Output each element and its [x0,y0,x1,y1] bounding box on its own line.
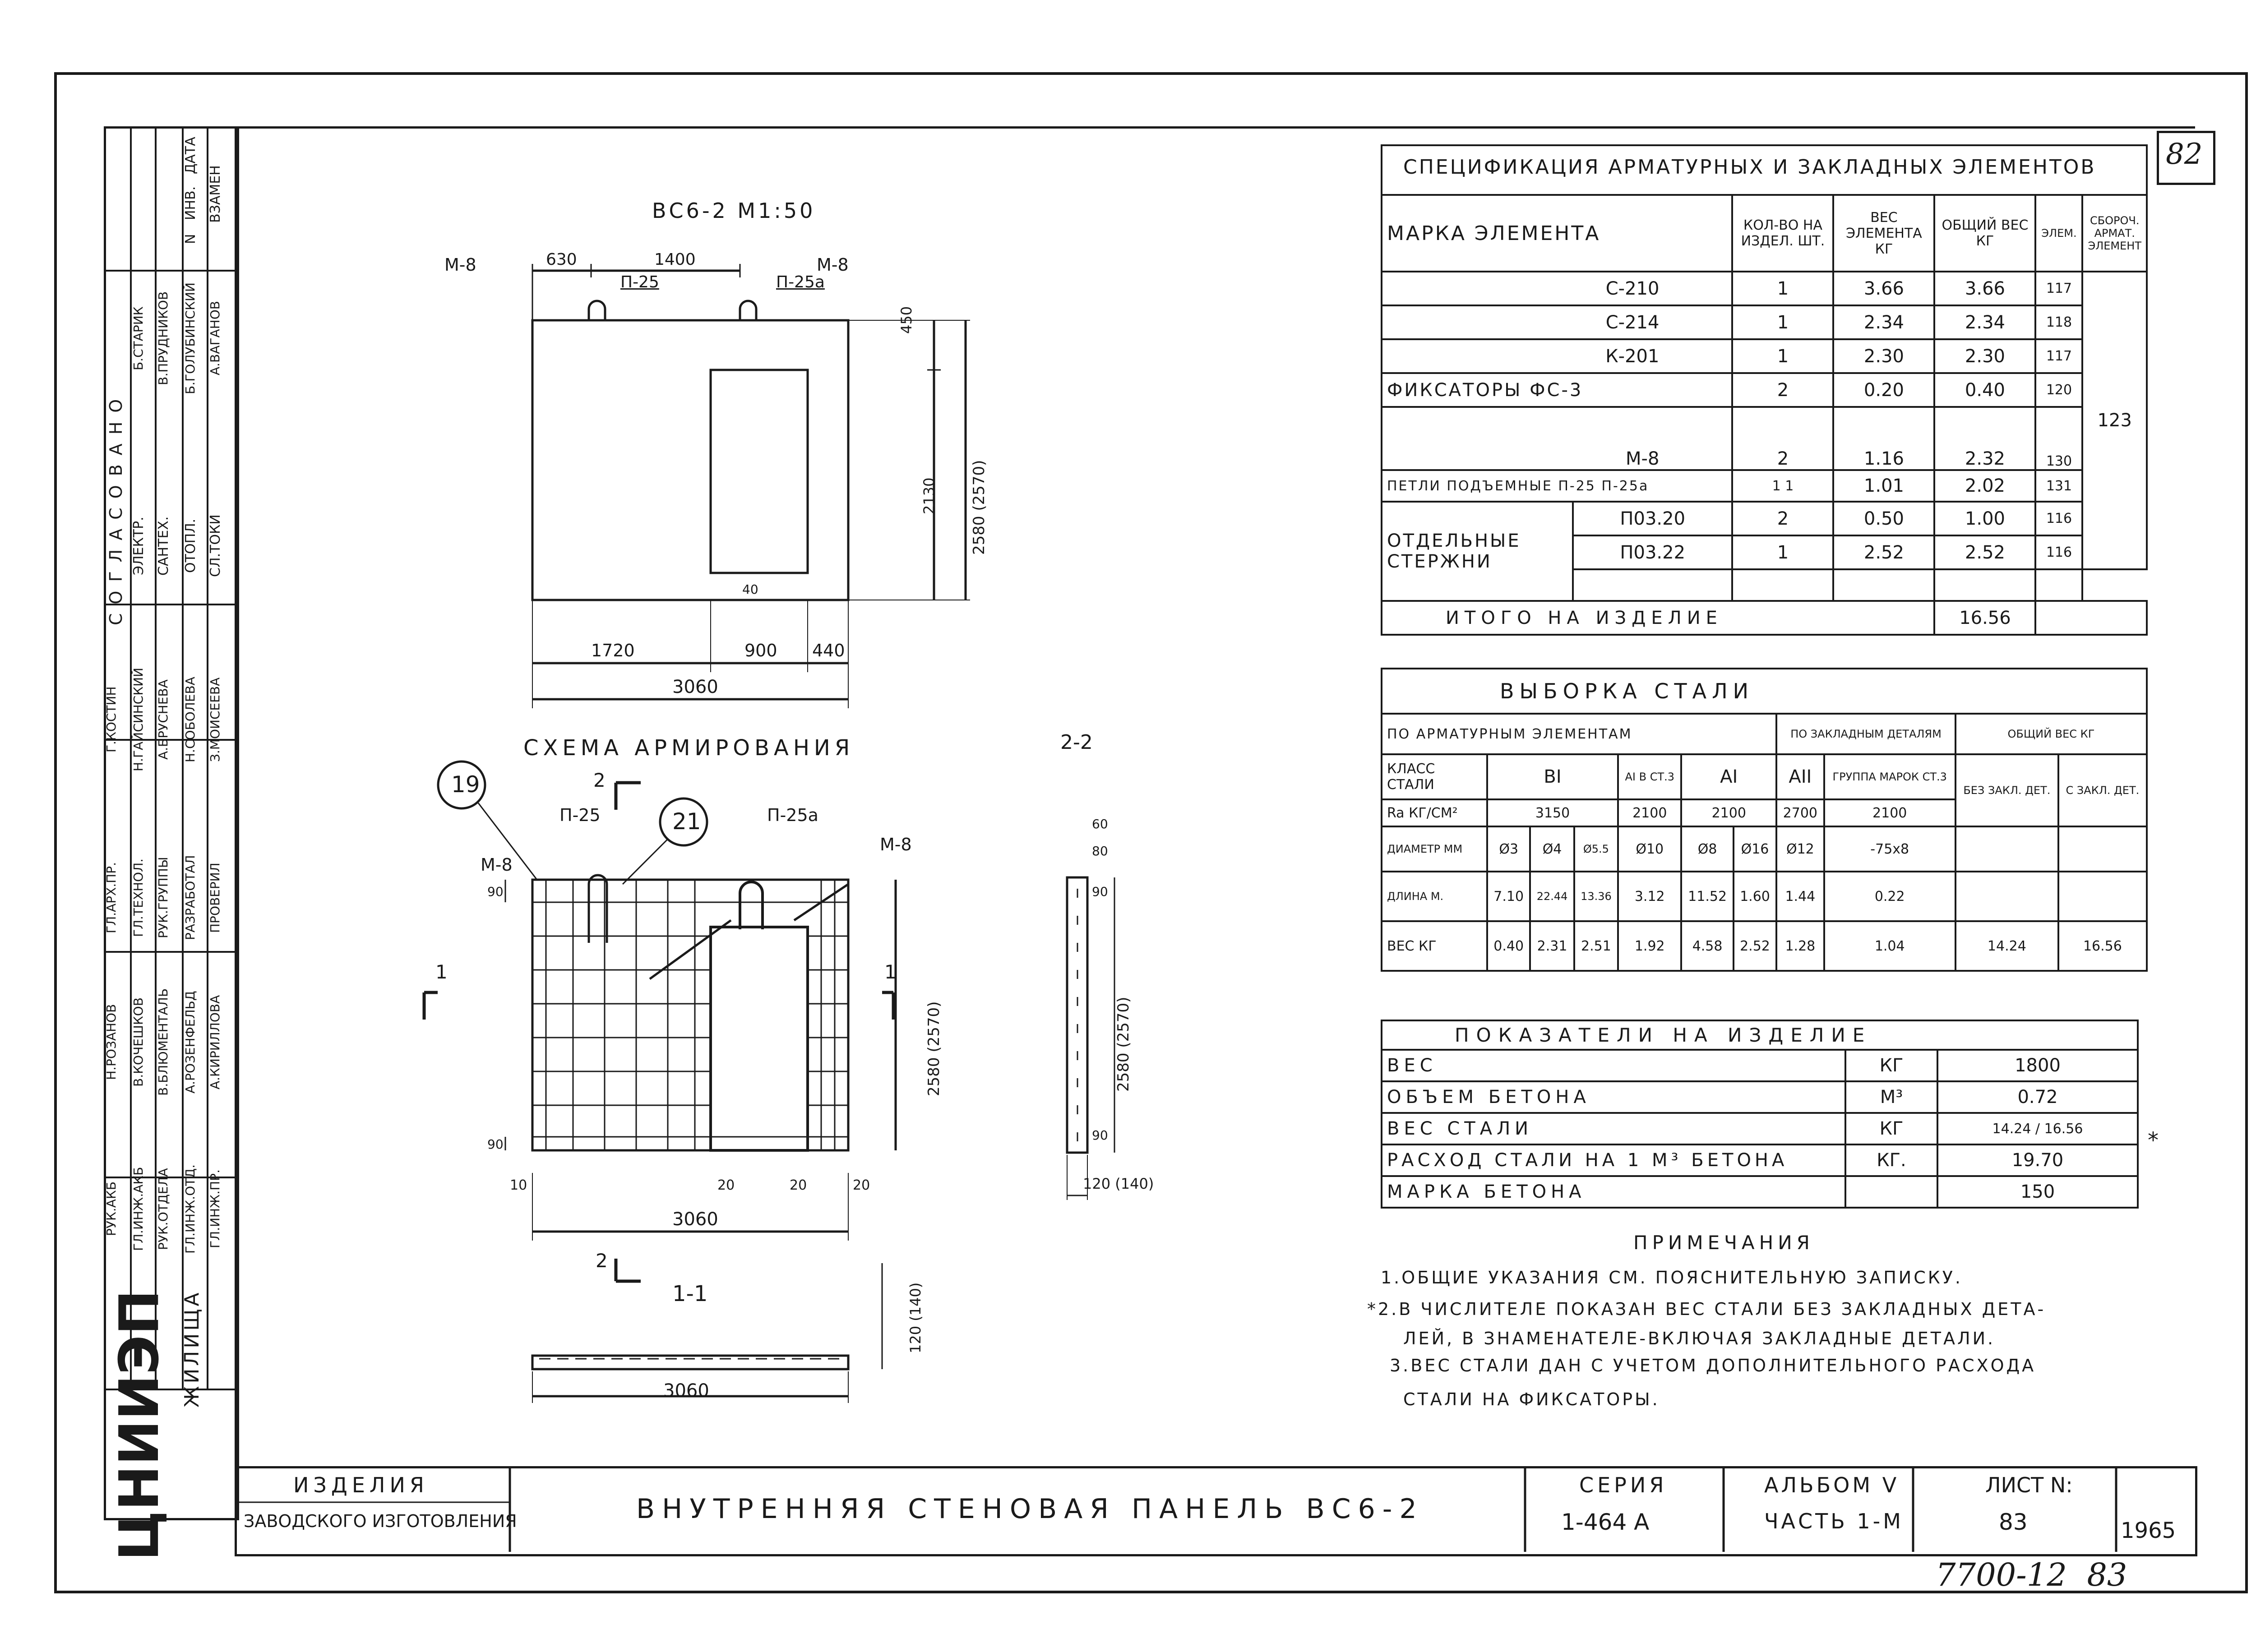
steel-with: С ЗАКЛ. ДЕТ. [2058,754,2147,826]
spec-mark-6: П03.20 [1573,502,1732,535]
dept-electr: ЭЛЕКТР. [131,517,147,575]
section-mark-1-left: 1 [435,961,448,983]
sheet-number: 82 [2166,138,2203,171]
ind-label-4: МАРКА БЕТОНА [1382,1176,1845,1208]
scheme-title: СХЕМА АРМИРОВАНИЯ [523,735,855,761]
tb-title: ВНУТРЕННЯЯ СТЕНОВАЯ ПАНЕЛЬ ВС6-2 [636,1493,1424,1525]
org-logo: ЦНИИЭП [108,1289,171,1561]
tb-handwritten: 7700-12 83 [1936,1556,2127,1593]
elev-dim-40: 40 [742,582,758,597]
steel-hdr-arm: ПО АРМАТУРНЫМ ЭЛЕМЕНТАМ [1382,714,1776,754]
spec-hdr-qty: КОЛ-ВО НА ИЗДЕЛ. ШТ. [1732,195,1833,272]
spec-total-3: 0.40 [1934,373,2035,407]
elev-dim-440: 440 [812,641,845,660]
section-22-dim-2580: 2580 (2570) [1114,997,1133,1092]
spec-table-title: СПЕЦИФИКАЦИЯ АРМАТУРНЫХ И ЗАКЛАДНЫХ ЭЛЕМЕНТОВ [1403,156,2096,179]
spec-hdr-assembly: СБОРОЧ. АРМАТ. ЭЛЕМЕНТ [2082,195,2147,272]
dept-otopl: ОТОПЛ. [183,518,199,573]
steel-weight-7: 1.04 [1824,921,1956,971]
name-blumental: В.БЛЮМЕНТАЛЬ [156,988,171,1096]
steel-ra-0: 3150 [1487,799,1618,826]
name-moiseeva: З.МОИСЕЕВА [208,677,222,762]
role-replace: ВЗАМЕН [208,165,223,223]
ind-unit-4 [1845,1176,1937,1208]
steel-diam-4: Ø8 [1681,826,1733,872]
section-mark-1-right: 1 [884,961,897,983]
indicators-asterisk: * [2148,1128,2159,1153]
name-vaganov: А.ВАГАНОВ [208,301,222,376]
spec-weight-5: 1.01 [1833,470,1934,502]
steel-length-label: ДЛИНА М. [1382,872,1487,921]
name-kocheshkov: В.КОЧЕШКОВ [131,997,146,1087]
steel-ra-3: 2700 [1776,799,1824,826]
notes-line-1: 1.ОБЩИЕ УКАЗАНИЯ СМ. ПОЯСНИТЕЛЬНУЮ ЗАПИСКУ. [1381,1268,1963,1287]
approval-heading: СОГЛАСОВАНО [106,390,126,625]
ind-label-0: ВЕС [1382,1050,1845,1081]
steel-weight-2: 2.51 [1574,921,1618,971]
steel-diam-2: Ø5.5 [1574,826,1618,872]
spec-qty-5: 1 1 [1732,470,1833,502]
elev-label-p25a: П-25а [776,273,825,291]
ind-unit-0: КГ [1845,1050,1937,1081]
spec-mark-1: С-214 [1382,305,1732,339]
spec-qty-2: 1 [1732,339,1833,373]
tb-sheet-label: ЛИСТ N: [1985,1473,2073,1497]
spec-weight-7: 2.52 [1833,535,1934,569]
spec-total-5: 2.02 [1934,470,2035,502]
spec-hdr-total: ОБЩИЙ ВЕС КГ [1934,195,2035,272]
section-22-dim-120: 120 (140) [1083,1175,1154,1192]
steel-ra-label: Ra КГ/СМ² [1382,799,1487,826]
spec-total-7: 2.52 [1934,535,2035,569]
tb-category-1: ИЗДЕЛИЯ [293,1473,429,1497]
steel-diam-7: -75х8 [1824,826,1956,872]
steel-class-b1: ВI [1487,754,1618,799]
section-11-dim-120: 120 (140) [907,1282,924,1353]
role-ruk-gruppy: РУК.ГРУППЫ [156,857,171,939]
steel-length-4: 11.52 [1681,872,1733,921]
name-brusneva: А.БРУСНЕВА [156,679,171,760]
elev-dim-900: 900 [744,641,777,660]
role-gl-arh: ГЛ.АРХ.ПР. [104,862,119,933]
spec-qty-0: 1 [1732,272,1833,305]
steel-weight-label: ВЕС КГ [1382,921,1487,971]
notes-title: ПРИМЕЧАНИЯ [1633,1232,1814,1254]
steel-table [1381,668,2148,972]
spec-weight-2: 2.30 [1833,339,1934,373]
ind-unit-1: М³ [1845,1081,1937,1113]
steel-total-with: 16.56 [2058,921,2147,971]
spec-qty-3: 2 [1732,373,1833,407]
tb-series-label: СЕРИЯ [1579,1473,1668,1497]
name-soboleva: Н.СОБОЛЕВА [183,677,198,762]
tb-year: 1965 [2121,1518,2176,1543]
name-kostin: Г.КОСТИН [104,686,119,753]
ind-value-2: 14.24 / 16.56 [1937,1113,2138,1144]
ind-label-1: ОБЪЕМ БЕТОНА [1382,1081,1845,1113]
steel-weight-4: 4.58 [1681,921,1733,971]
steel-length-6: 1.44 [1776,872,1824,921]
name-golubinsky: Б.ГОЛУБИНСКИЙ [183,282,198,394]
spec-mark-7: П03.22 [1573,535,1732,569]
tb-part: ЧАСТЬ 1-М [1764,1509,1904,1533]
org-sub: ЖИЛИЩА [180,1290,203,1407]
role-gl-inzh-otd: ГЛ.ИНЖ.ОТД. [183,1164,198,1254]
spec-mark-0: С-210 [1382,272,1732,305]
section-22-dim-90-bottom: 90 [1092,1128,1108,1143]
role-gl-inzh-akb: ГЛ.ИНЖ.АКБ [131,1167,146,1251]
spec-sheet-4: 130 [2035,407,2082,470]
dept-slabtok: СЛ.ТОКИ [208,514,223,577]
spec-hdr-weight: ВЕС ЭЛЕМЕНТА КГ [1833,195,1934,272]
notes-line-3: ЛЕЙ, В ЗНАМЕНАТЕЛЕ-ВКЛЮЧАЯ ЗАКЛАДНЫЕ ДЕТАЛИ. [1403,1329,1996,1348]
spec-mark-4: М-8 [1382,407,1732,470]
elev-dim-3060: 3060 [672,677,718,697]
scheme-dim-20c: 20 [853,1177,870,1193]
spec-assembly-sheet: 123 [2082,272,2147,569]
role-proveril: ПРОВЕРИЛ [208,863,222,933]
steel-diam-1: Ø4 [1530,826,1574,872]
scheme-dim-20b: 20 [790,1177,807,1193]
steel-ra-1: 2100 [1618,799,1681,826]
spec-total-6: 1.00 [1934,502,2035,535]
steel-ra-2: 2100 [1681,799,1776,826]
name-rozenfeld: А.РОЗЕНФЕЛЬД [183,991,198,1094]
spec-mark-5: ПЕТЛИ ПОДЪЕМНЫЕ П-25 П-25а [1382,470,1732,502]
spec-weight-6: 0.50 [1833,502,1934,535]
steel-hdr-total: ОБЩИЙ ВЕС КГ [1956,714,2147,754]
scheme-dim-90-bottom: 90 [487,1137,504,1152]
spec-total-2: 2.30 [1934,339,2035,373]
spec-total-label: ИТОГО НА ИЗДЕЛИЕ [1382,601,1934,635]
section-22-dim-90-top: 90 [1092,884,1108,899]
spec-hdr-mark: МАРКА ЭЛЕМЕНТА [1382,195,1732,272]
spec-sheet-6: 116 [2035,502,2082,535]
spec-total-0: 3.66 [1934,272,2035,305]
elev-dim-2580: 2580 (2570) [970,460,988,555]
elev-dim-1720: 1720 [591,641,635,660]
spec-weight-0: 3.66 [1833,272,1934,305]
scheme-dim-10: 10 [510,1177,527,1193]
dept-santech: САНТЕХ. [156,516,171,576]
spec-qty-4: 2 [1732,407,1833,470]
steel-length-2: 13.36 [1574,872,1618,921]
ind-label-2: ВЕС СТАЛИ [1382,1113,1845,1144]
role-gl-inzh-pr: ГЛ.ИНЖ.ПР. [208,1169,222,1249]
spec-sheet-5: 131 [2035,470,2082,502]
spec-table [1381,144,2148,636]
name-starik: Б.СТАРИК [131,306,146,370]
elev-label-p25: П-25 [620,273,659,291]
ind-unit-2: КГ [1845,1113,1937,1144]
spec-total-1: 2.34 [1934,305,2035,339]
ind-label-3: РАСХОД СТАЛИ НА 1 М³ БЕТОНА [1382,1144,1845,1176]
elev-dim-630: 630 [546,250,577,269]
ind-value-1: 0.72 [1937,1081,2138,1113]
notes-line-5: СТАЛИ НА ФИКСАТОРЫ. [1403,1389,1660,1409]
spec-qty-1: 1 [1732,305,1833,339]
steel-length-0: 7.10 [1487,872,1530,921]
steel-class-a1-st3: АI В СТ.3 [1618,754,1681,799]
ind-value-3: 19.70 [1937,1144,2138,1176]
scheme-label-19: 19 [451,771,480,798]
tb-series: 1-464 А [1561,1509,1650,1535]
steel-diam-label: ДИАМЕТР ММ [1382,826,1487,872]
scheme-dim-90-top: 90 [487,884,504,899]
steel-length-1: 22.44 [1530,872,1574,921]
spec-weight-3: 0.20 [1833,373,1934,407]
scheme-label-p25: П-25 [559,805,601,825]
steel-without: БЕЗ ЗАКЛ. ДЕТ. [1956,754,2058,826]
scheme-label-m8-right: М-8 [880,835,912,854]
name-kirillova: А.КИРИЛЛОВА [208,995,222,1089]
scheme-label-p25a: П-25а [767,805,818,825]
section-22-title: 2-2 [1060,731,1093,754]
steel-diam-0: Ø3 [1487,826,1530,872]
spec-sheet-3: 120 [2035,373,2082,407]
scheme-label-m8-left: М-8 [481,855,513,875]
elev-label-m8-left: М-8 [444,255,476,275]
spec-sheet-2: 117 [2035,339,2082,373]
spec-sheet-1: 118 [2035,305,2082,339]
steel-hdr-emb: ПО ЗАКЛАДНЫМ ДЕТАЛЯМ [1776,714,1956,754]
indicators-title: ПОКАЗАТЕЛИ НА ИЗДЕЛИЕ [1382,1020,2138,1050]
name-rozanov: Н.РОЗАНОВ [104,1004,119,1080]
name-gaysinsky: Н.ГАЙСИНСКИЙ [131,668,146,772]
steel-class-label: КЛАСС СТАЛИ [1382,754,1487,799]
name-prudnikov: В.ПРУДНИКОВ [156,291,171,386]
spec-total-value: 16.56 [1934,601,2035,635]
scheme-label-21: 21 [672,808,701,835]
notes-line-4: 3.ВЕС СТАЛИ ДАН С УЧЕТОМ ДОПОЛНИТЕЛЬНОГО РАСХОДА [1390,1356,2036,1375]
section-22-dim-80: 80 [1092,844,1108,858]
spec-mark-2: К-201 [1382,339,1732,373]
role-date: ДАТА [183,137,199,175]
scheme-dim-20a: 20 [717,1177,735,1193]
steel-length-5: 1.60 [1734,872,1776,921]
spec-qty-7: 1 [1732,535,1833,569]
role-inv: ИНВ. [183,186,199,220]
role-ruk-otdela: РУК.ОТДЕЛА [156,1168,171,1250]
spec-sheet-7: 116 [2035,535,2082,569]
role-n: N [183,234,199,245]
ind-value-0: 1800 [1937,1050,2138,1081]
spec-weight-1: 2.34 [1833,305,1934,339]
drawing-title: ВС6-2 М1:50 [652,198,816,223]
scheme-dim-3060: 3060 [672,1209,718,1230]
steel-weight-6: 1.28 [1776,921,1824,971]
elev-label-m8-right: М-8 [817,255,849,275]
ind-value-4: 150 [1937,1176,2138,1208]
tb-category-2: ЗАВОДСКОГО ИЗГОТОВЛЕНИЯ [244,1511,517,1531]
steel-weight-3: 1.92 [1618,921,1681,971]
role-gl-tehnol: ГЛ.ТЕХНОЛ. [131,858,146,937]
section-mark-2-bottom: 2 [596,1250,608,1272]
spec-hdr-elem: ЭЛЕМ. [2035,195,2082,272]
tb-album-label: АЛЬБОМ V [1764,1473,1900,1497]
steel-class-a2: АII [1776,754,1824,799]
steel-diam-3: Ø10 [1618,826,1681,872]
elev-dim-2130: 2130 [920,477,938,514]
steel-weight-1: 2.31 [1530,921,1574,971]
steel-weight-5: 2.52 [1734,921,1776,971]
steel-table-title: ВЫБОРКА СТАЛИ [1382,669,2147,714]
section-11-title: 1-1 [672,1281,708,1306]
steel-class-a1: АI [1681,754,1776,799]
steel-diam-6: Ø12 [1776,826,1824,872]
section-mark-2-top: 2 [593,769,606,791]
spec-separate-bars: ОТДЕЛЬНЫЕ СТЕРЖНИ [1382,502,1573,601]
role-razrabotal: РАЗРАБОТАЛ [183,855,198,941]
steel-ra-4: 2100 [1824,799,1956,826]
spec-qty-6: 2 [1732,502,1833,535]
spec-total-4: 2.32 [1934,407,2035,470]
elev-dim-1400: 1400 [654,250,696,269]
tb-sheet: 83 [1999,1509,2028,1535]
spec-weight-4: 1.16 [1833,407,1934,470]
section-11-dim-3060: 3060 [663,1380,709,1401]
section-22-dim-60: 60 [1092,817,1108,831]
notes-line-2: *2.В ЧИСЛИТЕЛЕ ПОКАЗАН ВЕС СТАЛИ БЕЗ ЗАКЛАДНЫХ ДЕТА- [1367,1299,2046,1319]
steel-diam-5: Ø16 [1734,826,1776,872]
steel-length-7: 0.22 [1824,872,1956,921]
ind-unit-3: КГ. [1845,1144,1937,1176]
steel-length-3: 3.12 [1618,872,1681,921]
spec-mark-3: ФИКСАТОРЫ ФС-3 [1382,373,1732,407]
role-ruk-akb: РУК.АКБ [104,1181,119,1237]
elev-dim-450: 450 [898,306,915,334]
steel-total-without: 14.24 [1956,921,2058,971]
spec-sheet-0: 117 [2035,272,2082,305]
indicators-table [1381,1020,2139,1209]
steel-class-group: ГРУППА МАРОК СТ.3 [1824,754,1956,799]
scheme-dim-2580: 2580 (2570) [925,1001,943,1096]
steel-weight-0: 0.40 [1487,921,1530,971]
